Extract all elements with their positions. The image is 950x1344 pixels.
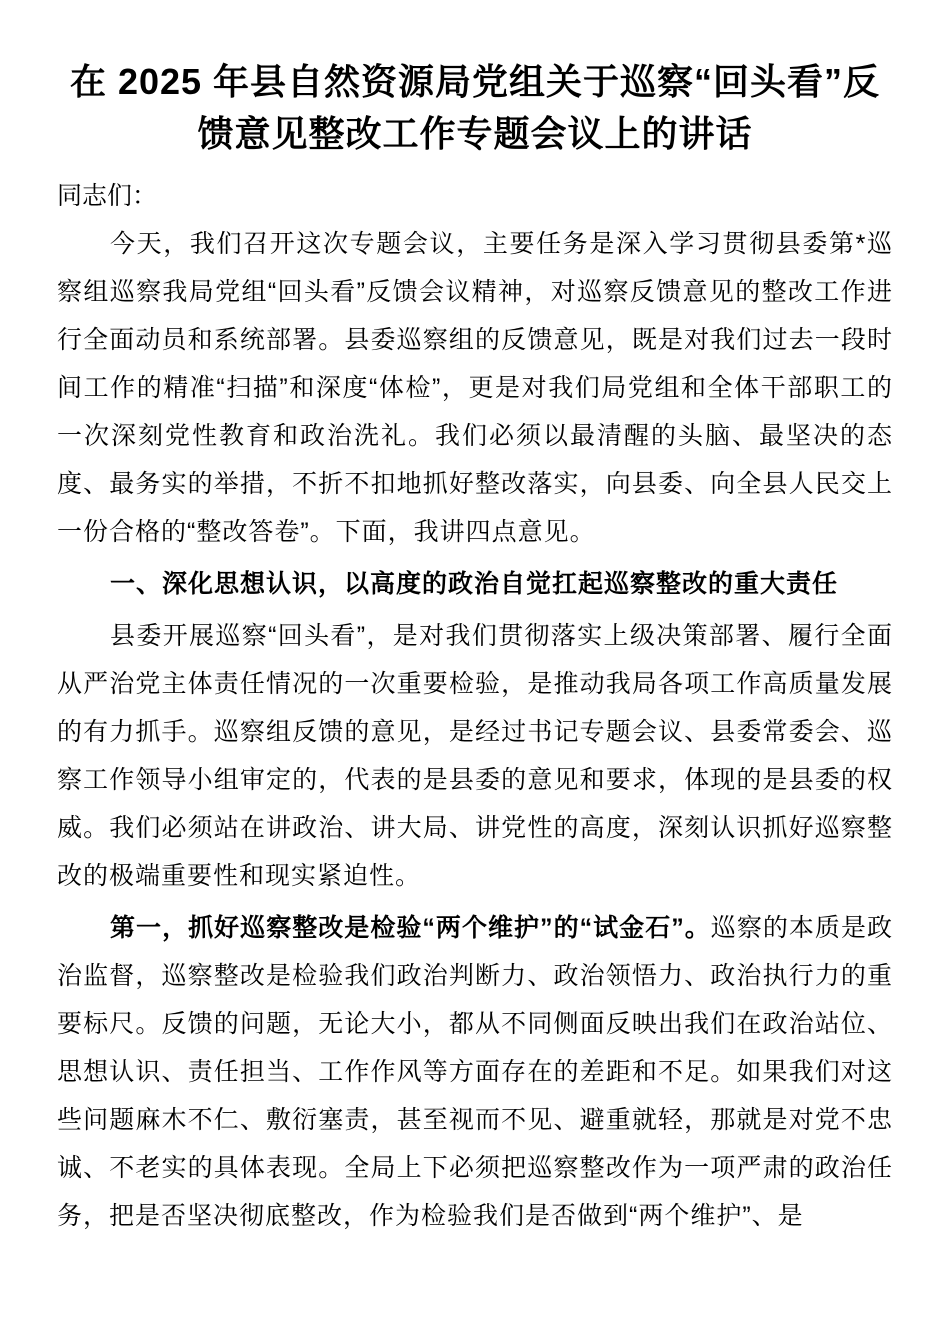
section-heading-1: 一、深化思想认识，以高度的政治自觉扛起巡察整改的重大责任 xyxy=(110,570,839,598)
paragraph-point-1-lead: 第一，抓好巡察整改是检验“两个维护”的“试金石”。 xyxy=(110,914,711,942)
paragraph-intro: 今天，我们召开这次专题会议，主要任务是深入学习贯彻县委第*巡察组巡察我局党组“回头看”反馈会议精神，对巡察反馈意见的整改工作进行全面动员和系统部署。县委巡察组的反馈意见，既是对我们过去一段时间工作的精准“扫描”和深度“体检”，更是对我们局党组和全体干部职工的一次深刻党性教育和政治洗礼。我们必须以最清醒的头脑、最坚决的态度、最务实的举措，不折不扣地抓好整改落实，向县委、向全县人民交上一份合格的“整改答卷”。下面，我讲四点意见。 xyxy=(57,230,893,546)
paragraph-point-1 xyxy=(57,904,893,1240)
document-title: 在 2025 年县自然资源局党组关于巡察“回头看”反馈意见整改工作专题会议上的讲话 xyxy=(69,61,881,154)
salutation: 同志们： xyxy=(57,182,158,210)
paragraph-point-1-text: 巡察的本质是政治监督，巡察整改是检验我们政治判断力、政治领悟力、政治执行力的重要标尺。反馈的问题，无论大小，都从不同侧面反映出我们在政治站位、思想认识、责任担当、工作作风等方面存在的差距和不足。如果我们对这些问题麻木不仁、敷衍塞责，甚至视而不见、避重就轻，那就是对党不忠诚、不老实的具体表现。全局上下必须把巡察整改作为一项严肃的政治任务，把是否坚决彻底整改，作为检验我们是否做到“两个维护”、是 xyxy=(57,914,893,1230)
paragraph-section-1: 县委开展巡察“回头看”，是对我们贯彻落实上级决策部署、履行全面从严治党主体责任情况的一次重要检验，是推动我局各项工作高质量发展的有力抓手。巡察组反馈的意见，是经过书记专题会议、县委常委会、巡察工作领导小组审定的，代表的是县委的意见和要求，体现的是县委的权威。我们必须站在讲政治、讲大局、讲党性的高度，深刻认识抓好巡察整改的极端重要性和现实紧迫性。 xyxy=(57,622,893,890)
